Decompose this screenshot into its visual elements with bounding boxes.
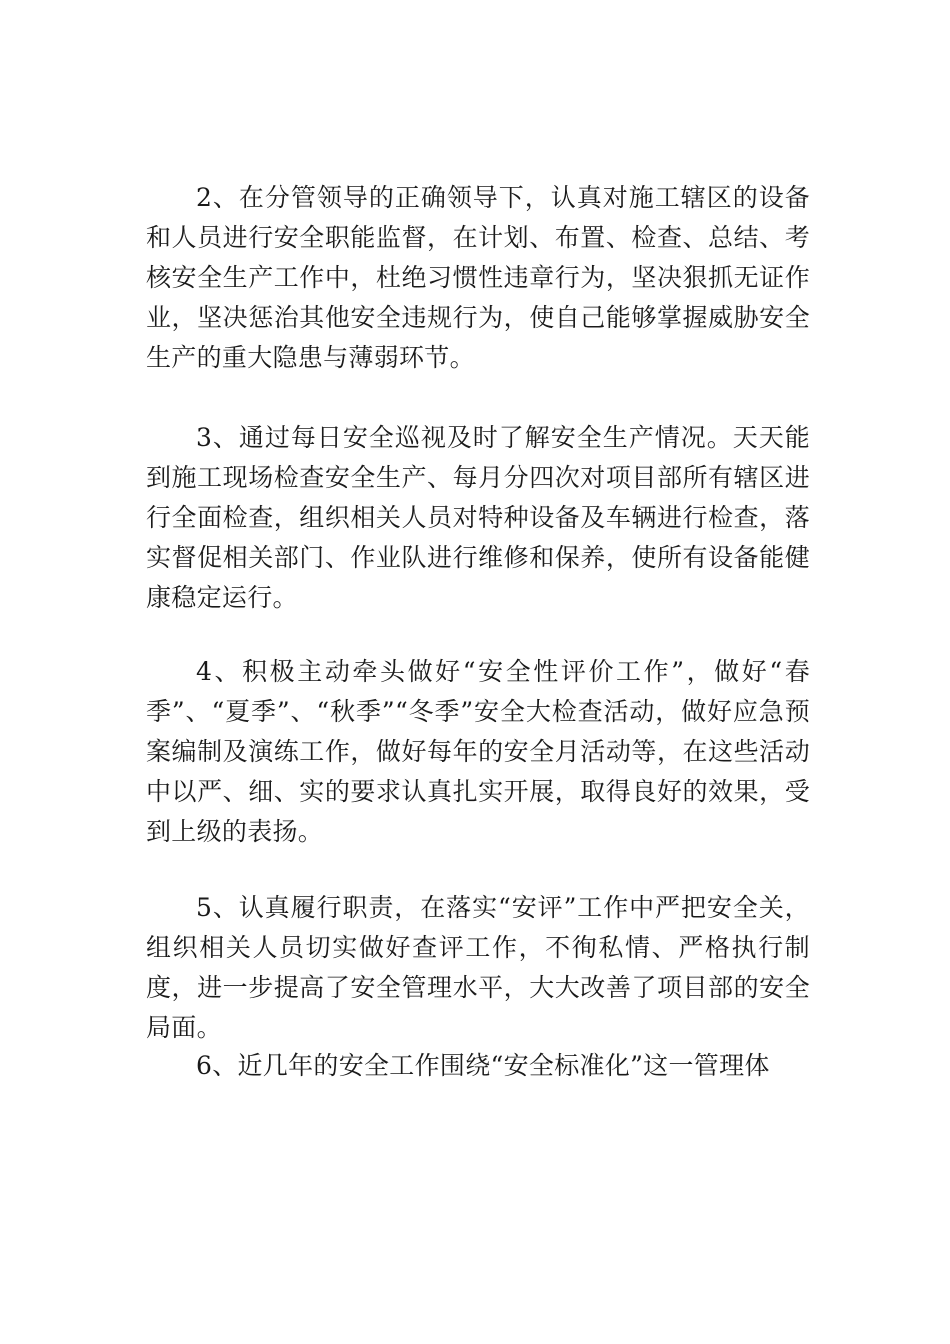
paragraph-3: 3、通过每日安全巡视及时了解安全生产情况。天天能到施工现场检查安全生产、每月分四次对项目部所有辖区进行全面检查，组织相关人员对特种设备及车辆进行检查，落实督促相关部门、作业队进行维修和保养，使所有设备能健康稳定运行。 [146,423,810,612]
paragraph-5: 5、认真履行职责，在落实“安评”工作中严把安全关，组织相关人员切实做好查评工作，不徇私情、严格执行制度，进一步提高了安全管理水平，大大改善了项目部的安全局面。 [146,893,810,1042]
paragraph-2: 2、在分管领导的正确领导下，认真对施工辖区的设备和人员进行安全职能监督，在计划、布置、检查、总结、考核安全生产工作中，杜绝习惯性违章行为，坚决狠抓无证作业，坚决惩治其他安全违规行为，使自己能够掌握威胁安全生产的重大隐患与薄弱环节。 [146,183,810,372]
paragraph-6: 6、近几年的安全工作围绕“安全标准化”这一管理体 [196,1051,770,1080]
paragraph-4: 4、积极主动牵头做好“安全性评价工作”，做好“春季”、“夏季”、“秋季”“冬季”安全大检查活动，做好应急预案编制及演练工作，做好每年的安全月活动等，在这些活动中以严、细、实的要求认真扎实开展，取得良好的效果，受到上级的表扬。 [146,657,810,846]
